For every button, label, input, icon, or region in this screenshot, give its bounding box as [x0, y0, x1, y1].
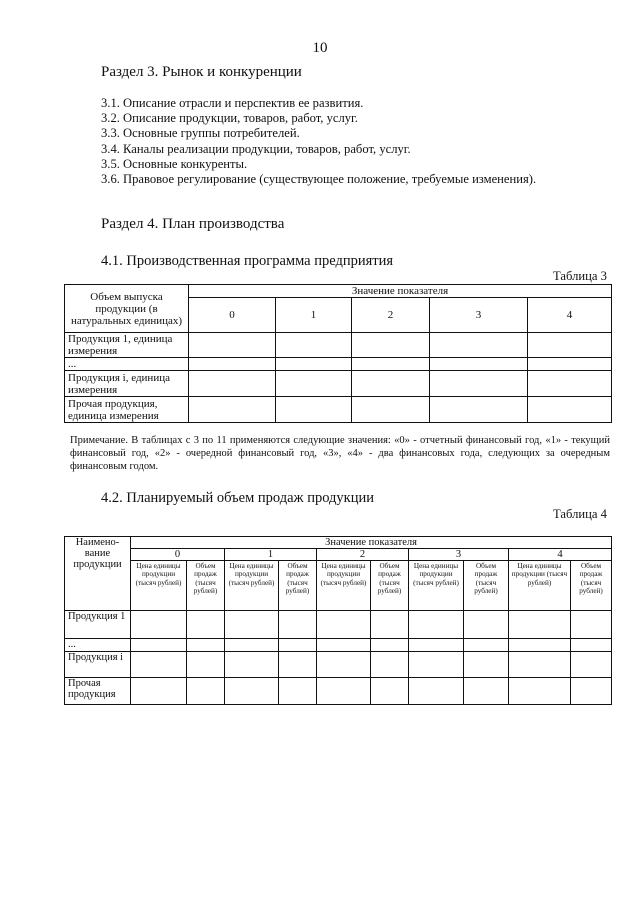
table-row: [65, 333, 612, 358]
table-row: [65, 652, 612, 678]
table-row: [65, 611, 612, 639]
table-3-caption: Таблица 3: [553, 269, 607, 283]
table-header-indicator: Значение показателя: [131, 537, 612, 549]
production-program-table: [64, 284, 612, 423]
subsection-4-2-title: 4.2. Планируемый объем продаж продукции: [101, 490, 374, 506]
volume-subheader: Объем продаж (тысяч рублей): [571, 561, 612, 611]
table-4-caption: Таблица 4: [553, 507, 607, 521]
table-header-indicator: Значение показателя: [189, 285, 612, 298]
sales-volume-table: [64, 536, 612, 705]
row-label: Продукция i, единица измерения: [65, 371, 189, 397]
volume-subheader: Объем продаж (тысяч рублей): [371, 561, 409, 611]
year-column-header: 2: [317, 549, 409, 561]
volume-subheader: Объем продаж (тысяч рублей): [464, 561, 509, 611]
table-row: [65, 371, 612, 397]
list-item: 3.5. Основные конкуренты.: [101, 156, 248, 171]
row-label: Продукция 1, единица измерения: [65, 333, 189, 358]
page-number: 10: [312, 40, 328, 56]
subsection-4-1-title: 4.1. Производственная программа предприятия: [101, 253, 394, 269]
volume-subheader: Объем продаж (тысяч рублей): [279, 561, 317, 611]
price-subheader: Цена единицы продукции (тысяч рублей): [131, 561, 187, 611]
year-column-header: 1: [225, 549, 317, 561]
section-3-title: Раздел 3. Рынок и конкуренции: [101, 64, 302, 80]
year-column-header: 0: [189, 298, 276, 333]
year-column-header: 4: [509, 549, 612, 561]
table-row: [65, 397, 612, 423]
table-row: [65, 358, 612, 371]
section-4-title: Раздел 4. План производства: [101, 216, 285, 232]
table-header-output: Объем выпуска продукции (в натуральных единицах): [65, 285, 189, 333]
row-label: Прочая продукция: [65, 678, 131, 705]
section-3-items: [101, 96, 536, 187]
row-label: Продукция 1: [65, 611, 131, 639]
table-row: [65, 678, 612, 705]
list-item: 3.2. Описание продукции, товаров, работ, услуг.: [101, 111, 358, 126]
year-column-header: 3: [409, 549, 509, 561]
year-column-header: 2: [352, 298, 430, 333]
table-row: [65, 639, 612, 652]
list-item: 3.6. Правовое регулирование (существующее положение, требуемые изменения).: [101, 172, 537, 187]
volume-subheader: Объем продаж (тысяч рублей): [187, 561, 225, 611]
row-label: ...: [65, 358, 189, 371]
year-column-header: 3: [430, 298, 528, 333]
year-column-header: 0: [131, 549, 225, 561]
year-column-header: 4: [528, 298, 612, 333]
list-item: 3.4. Каналы реализации продукции, товаров, работ, услуг.: [101, 141, 411, 156]
price-subheader: Цена единицы продукции (тысяч рублей): [509, 561, 571, 611]
row-label: Продукция i: [65, 652, 131, 678]
row-label: Прочая продукция, единица измерения: [65, 397, 189, 423]
table-header-product: Наимено-вание продукции: [65, 537, 131, 611]
row-label: ...: [65, 639, 131, 652]
price-subheader: Цена единицы продукции (тысяч рублей): [317, 561, 371, 611]
price-subheader: Цена единицы продукции (тысяч рублей): [225, 561, 279, 611]
price-subheader: Цена единицы продукции (тысяч рублей): [409, 561, 464, 611]
year-column-header: 1: [276, 298, 352, 333]
list-item: 3.1. Описание отрасли и перспектив ее развития.: [101, 96, 364, 110]
table-note: Примечание. В таблицах с 3 по 11 применяются следующие значения: «0» - отчетный финансовый год, «1» - текущий финансовый год, «2» - очередной финансовый год, «3», «4» - два финансовых года, следующих за очередным финансовым годом.: [70, 435, 610, 472]
list-item: 3.3. Основные группы потребителей.: [101, 126, 300, 141]
